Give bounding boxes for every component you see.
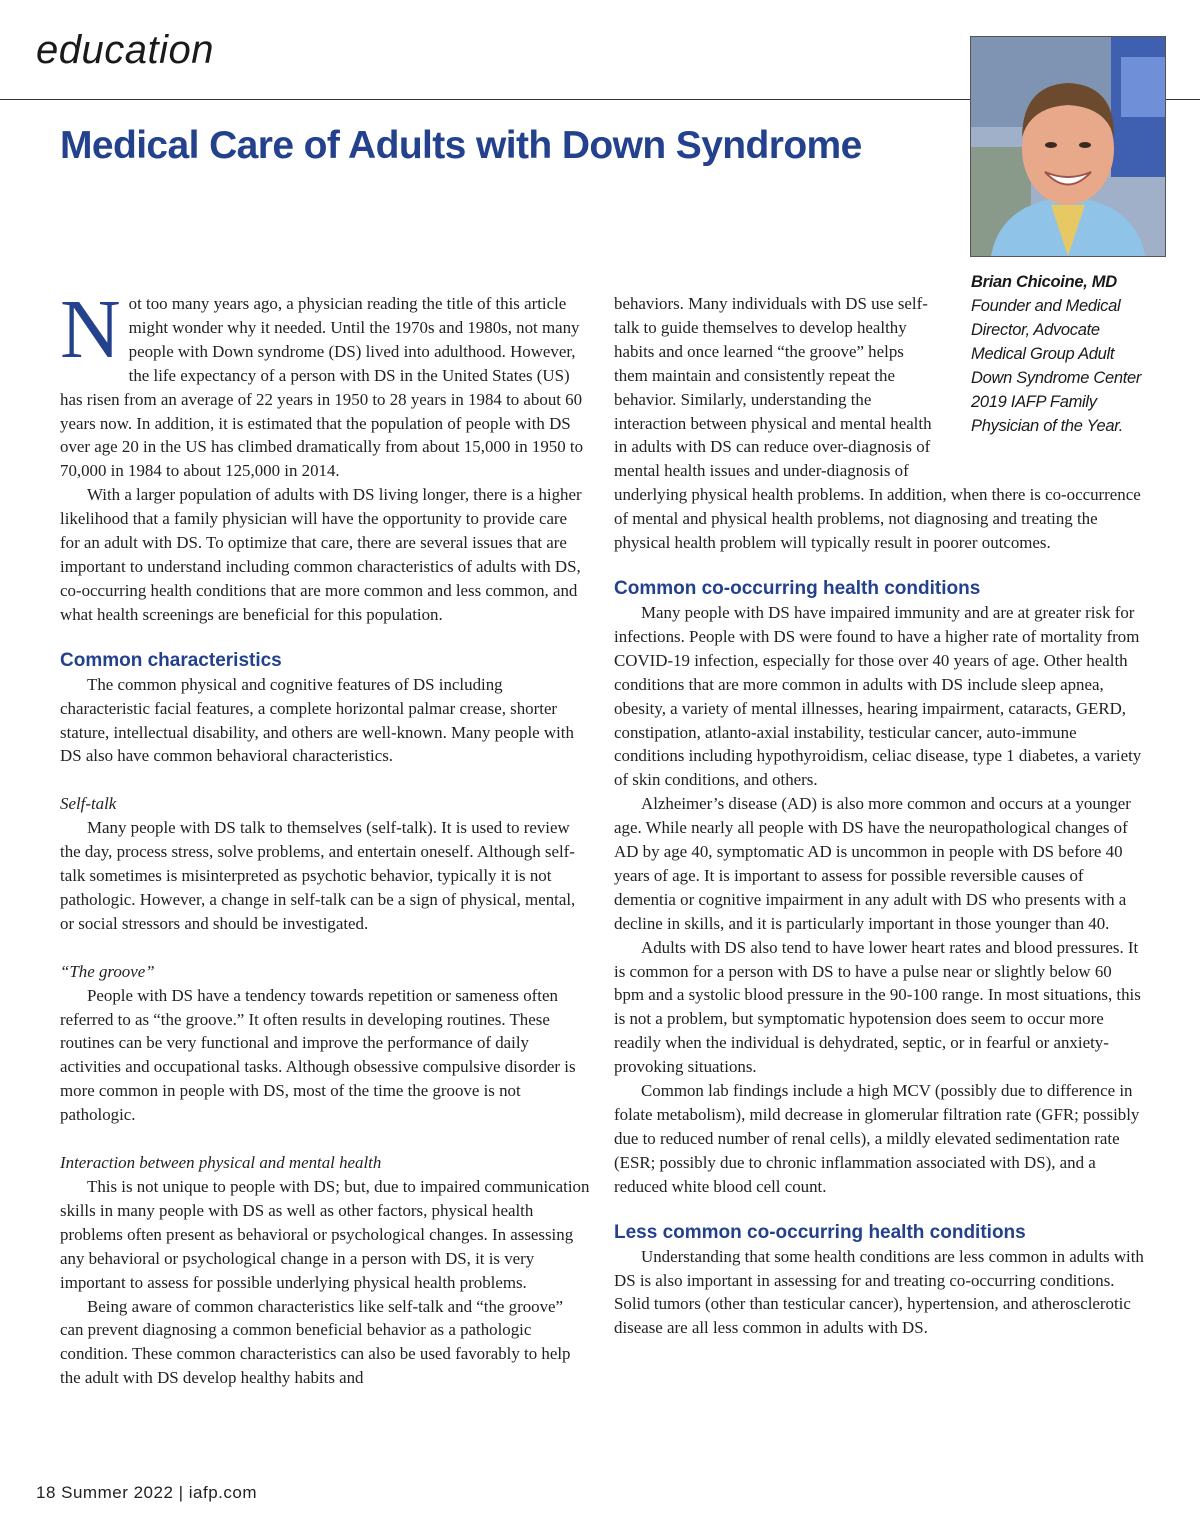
heading-common-characteristics: Common characteristics (60, 649, 282, 671)
body-paragraph: behaviors. Many individuals with DS use self-talk to guide themselves to develop healthy habits and once learned “the groove” helps them maintain and consistently repeat the behavior. Similarly, understanding the interaction between physical and mental health in adults with DS can reduce over-diagnosis of mental health issues and under-diagnosis of underlying physical health problems. In addition, when there is co-occurrence of mental and physical health problems, not diagnosing and treating the physical health problem will typically result in poorer outcomes. (614, 294, 1141, 553)
article-column-left (60, 283, 590, 1390)
section-label: education (36, 28, 214, 72)
body-paragraph: Being aware of common characteristics like self-talk and “the groove” can prevent diagnosing a common beneficial behavior as a pathologic condition. These common characteristics can also be used favorably to help the adult with DS develop healthy habits and (60, 1296, 571, 1388)
subheading-self-talk: Self-talk (60, 794, 117, 814)
spacer (60, 627, 590, 649)
heading-common-co-occurring: Common co-occurring health conditions (614, 577, 981, 599)
article-column-right (614, 292, 1144, 1340)
body-paragraph: Common lab findings include a high MCV (possibly due to difference in folate metabolism), mild decrease in glomerular filtration rate (GFR; possibly due to reduced number of renal cells), a mildly elevated sedimentation rate (ESR; possibly due to chronic inflammation associated with DS), and a reduced white blood cell count. (614, 1081, 1140, 1196)
body-paragraph: Alzheimer’s disease (AD) is also more common and occurs at a younger age. While nearly all people with DS have the neuropathological changes of AD by age 40, symptomatic AD is uncommon in people with DS before 40 years of age. It is important to assess for possible reversible causes of dementia or cognitive impairment in any adult with DS who presents with a decline in skills, and it is particularly important in those younger than 40. (614, 794, 1131, 933)
byline-wrap-space (939, 292, 1144, 482)
spacer (60, 936, 590, 960)
article-title: Medical Care of Adults with Down Syndrome (60, 124, 862, 167)
drop-cap: N (60, 283, 121, 376)
author-bio-line: Physician of the Year. (971, 417, 1124, 435)
intro-text: ot too many years ago, a physician reading the title of this article might wonder why it needed. Until the 1970s and 1980s, not many people with Down syndrome (DS) lived into adulthood. However, the life expectancy of a person with DS in the United States (US) has risen from an average of 22 years in 1950 to 28 years in 1984 to about 60 years now. In addition, it is estimated that the population of people with DS over age 20 in the US has climbed dramatically from about 15,000 in 1950 to 70,000 in 1984 to about 125,000 in 2014. (60, 294, 584, 481)
body-paragraph: Understanding that some health conditions are less common in adults with DS is also important in assessing for and treating co-occurring conditions. Solid tumors (other than testicular cancer), hypertension, and atherosclerotic disease are all less common in adults with DS. (614, 1246, 1144, 1338)
spacer (60, 768, 590, 792)
author-photo (970, 36, 1166, 257)
page-footer: 18 Summer 2022 | iafp.com (36, 1483, 258, 1502)
intro-paragraph (60, 283, 590, 483)
body-paragraph: People with DS have a tendency towards repetition or sameness often referred to as “the groove.” It often results in developing routines. These routines can be very functional and improve the performance of daily activities and occupational tasks. Although obsessive compulsive disorder is more common in people with DS, most of the time the groove is not pathologic. (60, 985, 576, 1125)
body-paragraph: Many people with DS talk to themselves (self-talk). It is used to review the day, process stress, solve problems, and entertain oneself. Although self-talk sometimes is misinterpreted as psychotic behavior, typically it is not pathologic. However, a change in self-talk can be a sign of physical, mental, or social stressors and should be investigated. (60, 818, 576, 933)
author-bio-line: Medical Group Adult (971, 345, 1115, 363)
subheading-interaction: Interaction between physical and mental health (60, 1153, 382, 1173)
body-paragraph: This is not unique to people with DS; but, due to impaired communication skills in many people with DS as well as other factors, physical health problems often present as behavioral or psychological changes. In assessing any behavioral or psychological change in a person with DS, it is very important to assess for possible underlying physical health problems. (60, 1177, 590, 1292)
spacer (614, 555, 1144, 577)
author-bio-line: Founder and Medical (971, 297, 1121, 315)
author-portrait-image (971, 37, 1165, 256)
body-paragraph: With a larger population of adults with DS living longer, there is a higher likelihood that a family physician will have the opportunity to provide care for an adult with DS. To optimize that care, there are several issues that are important to understand including common characteristics of adults with DS, co-occurring health conditions that are more common and less common, and what health screenings are beneficial for this population. (60, 485, 582, 624)
spacer (614, 1199, 1144, 1221)
subheading-the-groove: “The groove” (60, 961, 155, 981)
body-paragraph: The common physical and cognitive features of DS including characteristic facial features, a complete horizontal palmar crease, shorter stature, intellectual disability, and others are well-known. Many people with DS also have common behavioral characteristics. (60, 674, 574, 766)
author-bio-line: Down Syndrome Center (971, 369, 1142, 387)
body-paragraph: Many people with DS have impaired immunity and are at greater risk for infections. People with DS were found to have a higher rate of mortality from COVID-19 infection, especially for those over 40 years of age. Other health conditions that are more common in adults with DS include sleep apnea, obesity, a variety of mental illnesses, hearing impairment, cataracts, GERD, constipation, atlanto-axial instability, testicular cancer, auto-immune conditions including hypothyroidism, celiac disease, type 1 diabetes, a variety of skin conditions, and others. (614, 602, 1142, 790)
body-paragraph: Adults with DS also tend to have lower heart rates and blood pressures. It is common for a person with DS to have a pulse near or slightly below 60 bpm and a systolic blood pressure in the 90-100 range. In most situations, this is not a problem, but symptomatic hypotension does seem to occur more readily when the individual is dehydrated, septic, or in fearful or anxiety-provoking situations. (614, 937, 1141, 1077)
author-name: Brian Chicoine, MD (971, 273, 1117, 291)
spacer (60, 1127, 590, 1151)
author-bio-line: 2019 IAFP Family (971, 393, 1097, 411)
author-bio-line: Director, Advocate (971, 321, 1100, 339)
heading-less-common-co-occurring: Less common co-occurring health conditions (614, 1221, 1026, 1243)
